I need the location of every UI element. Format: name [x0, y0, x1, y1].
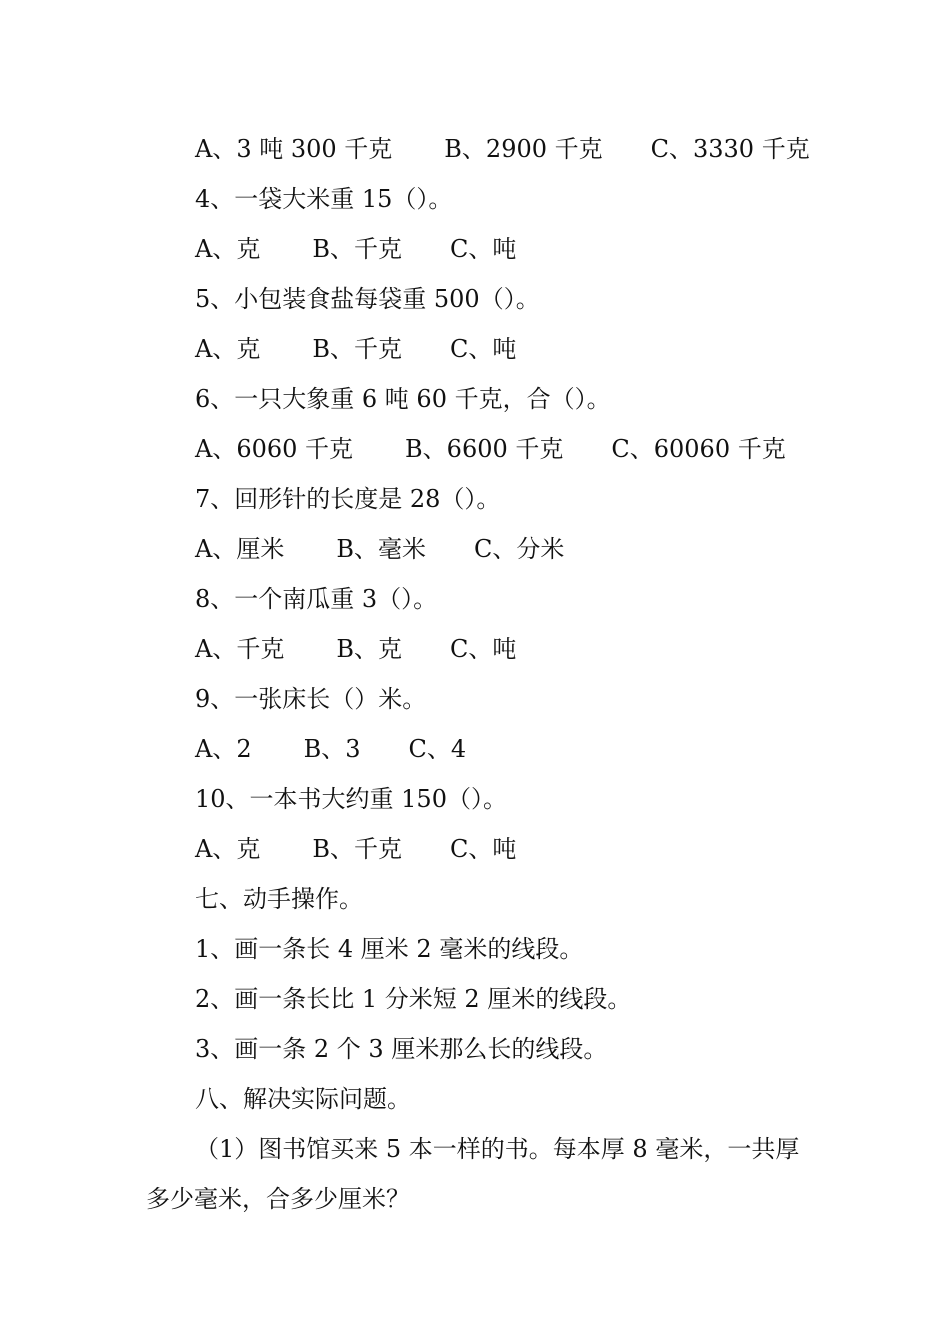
options-line-q9 [195, 734, 466, 764]
option-b: B、克 [336, 635, 402, 663]
option-c: C、分米 [473, 535, 565, 563]
question-10: 10、一本书大约重 150（）。 [195, 785, 507, 813]
option-a: A、克 [195, 335, 261, 363]
option-a: A、克 [195, 235, 261, 263]
option-b: B、2900 千克 [444, 135, 603, 163]
section-heading-7: 七、动手操作。 [195, 885, 363, 913]
task-2: 2、画一条长比 1 分米短 2 厘米的线段。 [195, 985, 632, 1013]
task-3: 3、画一条 2 个 3 厘米那么长的线段。 [195, 1035, 608, 1063]
options-line-q6 [195, 434, 786, 464]
section-heading-8: 八、解决实际问题。 [195, 1085, 411, 1113]
option-c: C、吨 [449, 835, 517, 863]
option-a: A、2 [195, 735, 252, 763]
option-c: C、吨 [449, 635, 517, 663]
option-c: C、吨 [449, 335, 517, 363]
options-line-q5 [195, 334, 516, 364]
option-b: B、千克 [312, 235, 402, 263]
question-6: 6、一只大象重 6 吨 60 千克，合（）。 [195, 385, 611, 413]
option-a: A、3 吨 300 千克 [195, 135, 393, 163]
question-4: 4、一袋大米重 15（）。 [195, 185, 453, 213]
option-a: A、克 [195, 835, 261, 863]
options-line-q8 [195, 634, 516, 664]
option-b: B、千克 [312, 335, 402, 363]
options-line-q3 [195, 134, 810, 164]
options-line-q10 [195, 834, 516, 864]
option-c: C、4 [408, 735, 467, 763]
word-problem-1: （1）图书馆买来 5 本一样的书。每本厚 8 毫米，一共厚多少毫米，合多少厘米？ [146, 1135, 800, 1213]
option-a: A、厘米 [195, 535, 285, 563]
option-b: B、3 [303, 735, 361, 763]
task-1: 1、画一条长 4 厘米 2 毫米的线段。 [195, 935, 584, 963]
question-5: 5、小包装食盐每袋重 500（）。 [195, 285, 540, 313]
options-line-q4 [195, 234, 516, 264]
options-line-q7 [195, 534, 564, 564]
question-9: 9、一张床长（）米。 [195, 685, 427, 713]
question-7: 7、回形针的长度是 28（）。 [195, 485, 501, 513]
option-b: B、千克 [312, 835, 402, 863]
option-b: B、毫米 [336, 535, 426, 563]
option-b: B、6600 千克 [405, 435, 564, 463]
option-c: C、吨 [449, 235, 517, 263]
option-a: A、6060 千克 [195, 435, 354, 463]
option-c: C、60060 千克 [611, 435, 786, 463]
question-8: 8、一个南瓜重 3（）。 [195, 585, 438, 613]
option-c: C、3330 千克 [650, 135, 810, 163]
option-a: A、千克 [195, 635, 285, 663]
